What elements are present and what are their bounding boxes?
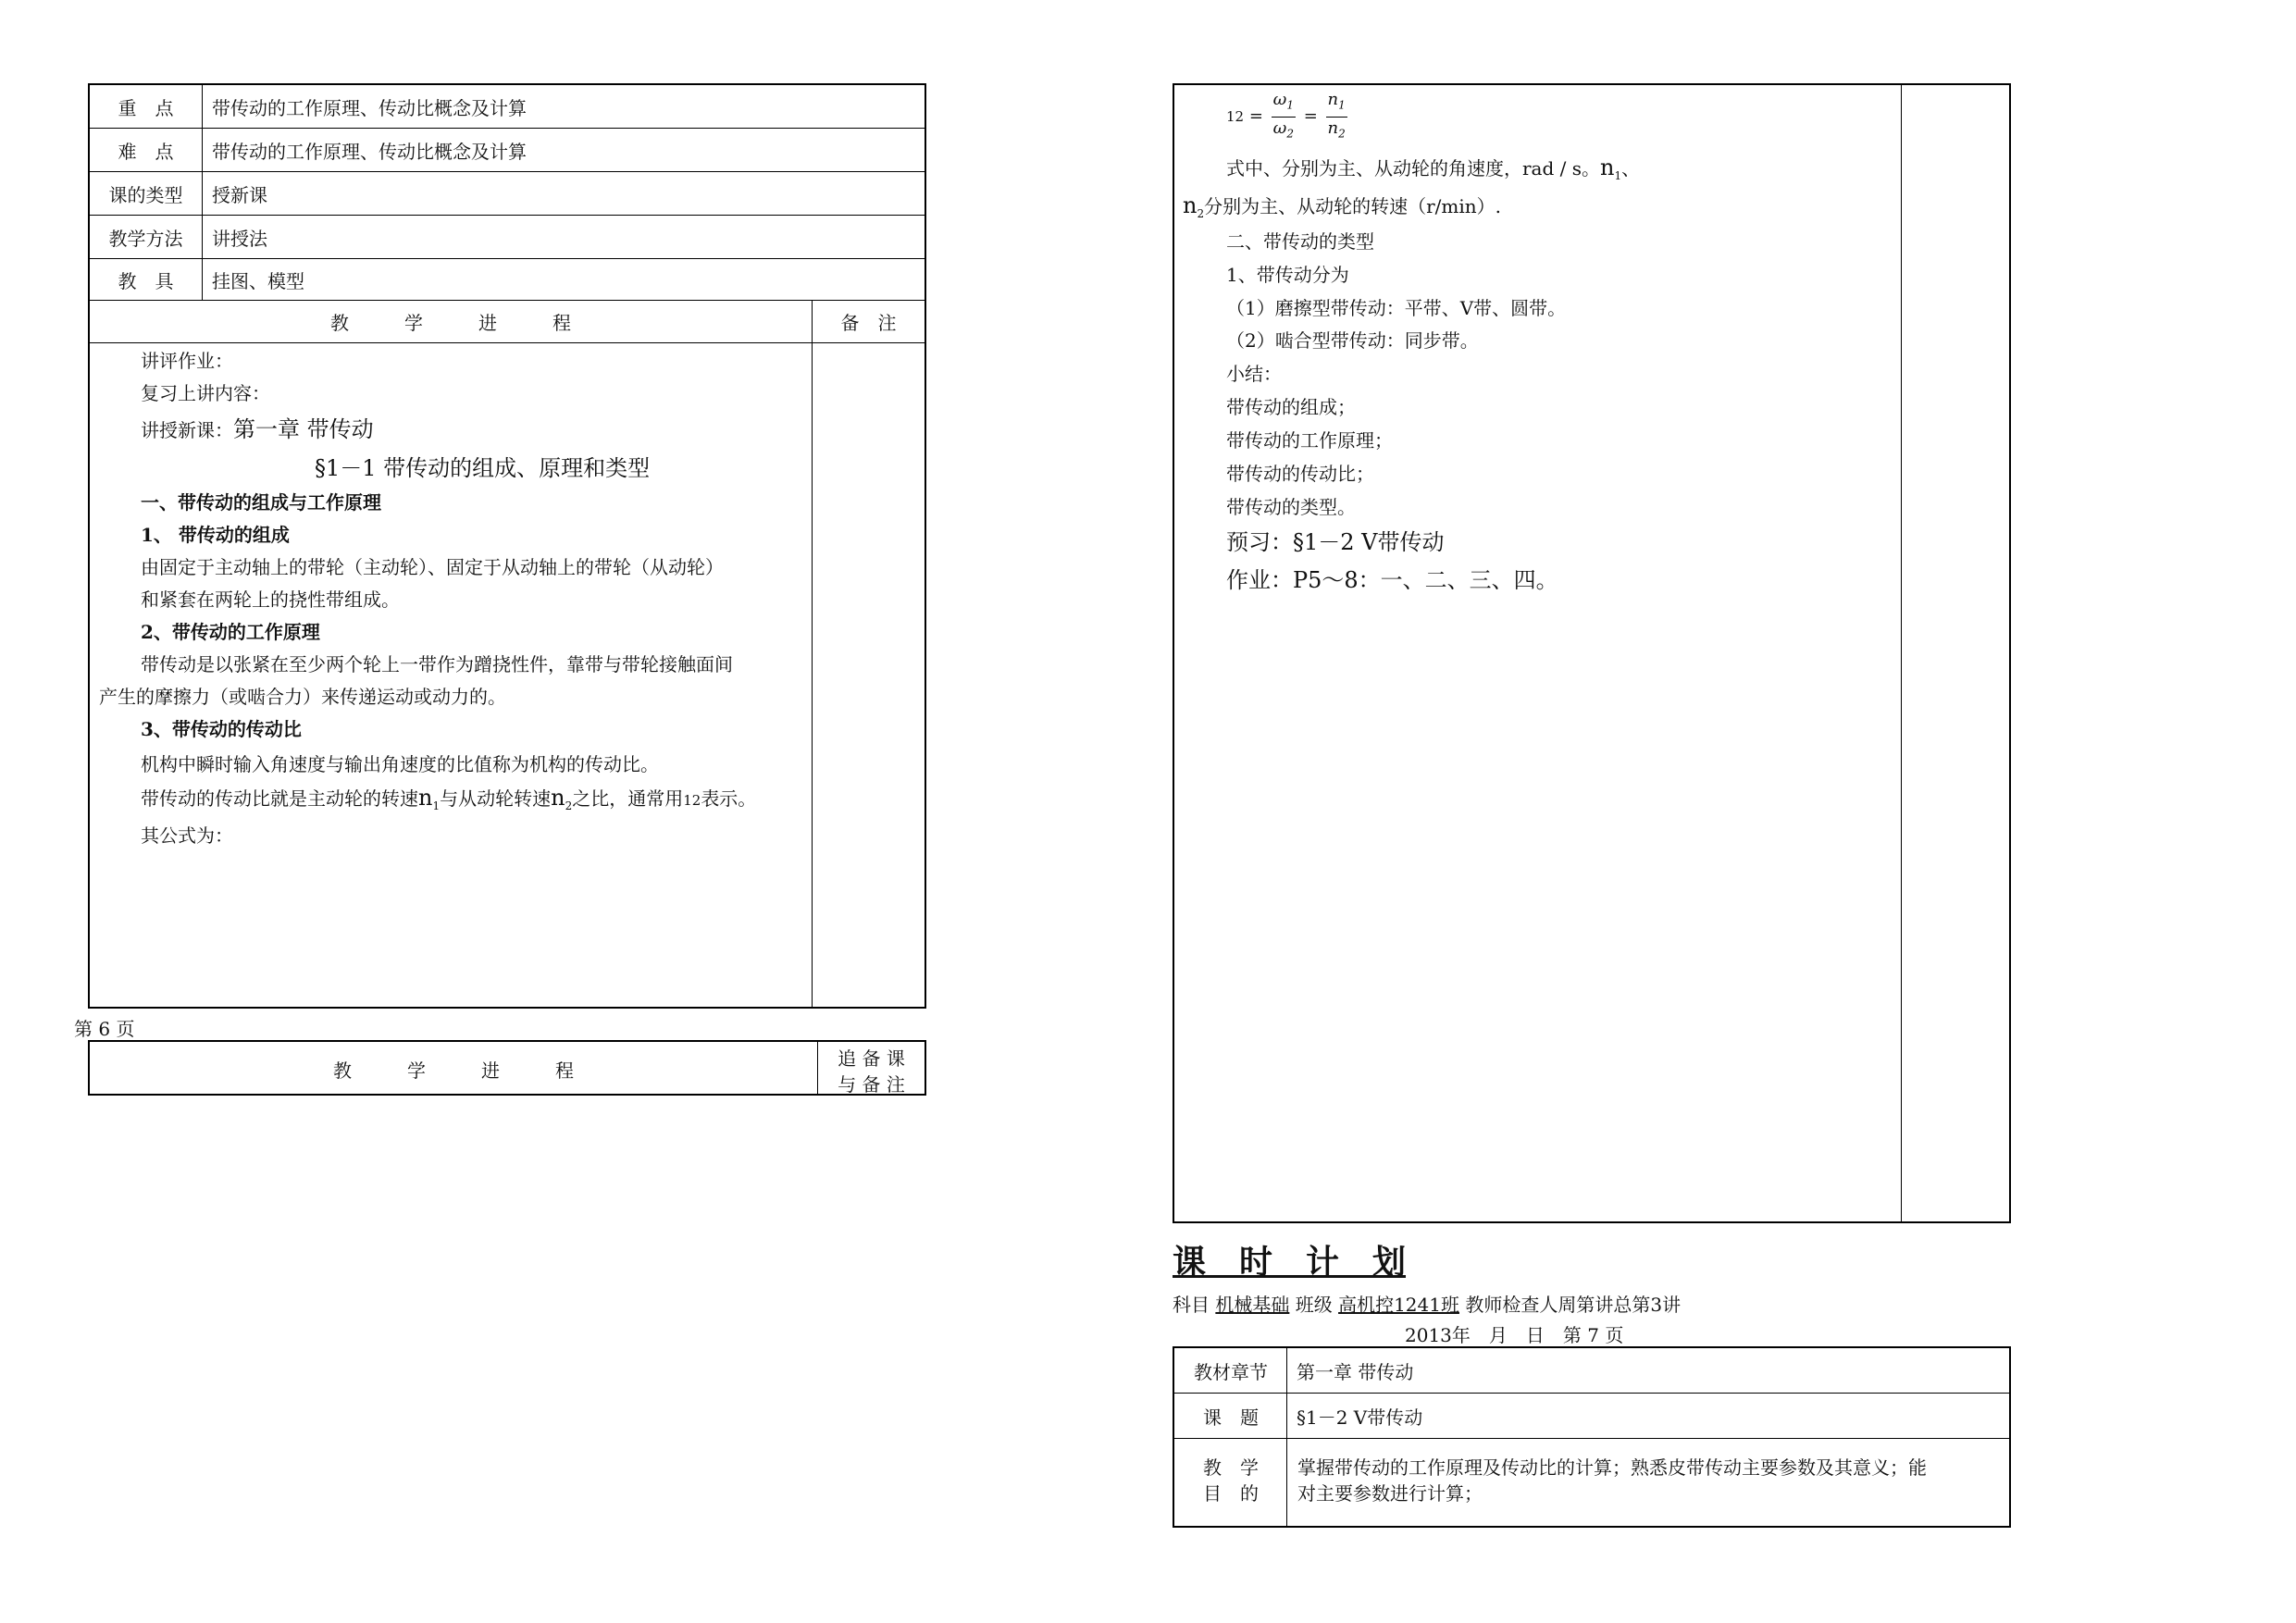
info-row-difficulty [90,129,925,171]
homework-line: 作业：P5～8：一、二、三、四。 [1226,567,1558,593]
subscript: 2 [565,799,573,812]
body-line: 其公式为： [141,824,233,847]
subscript: 1 [1614,169,1622,182]
body-line: 小结： [1226,363,1282,385]
info-value: 挂图、模型 [212,269,304,292]
subscript: 2 [1286,127,1294,141]
equals-sign: = [1248,106,1263,127]
symbol: n [1600,155,1615,180]
plan-purpose-line2: 对主要参数进行计算； [1297,1482,1483,1505]
plan-row-chapter [1174,1348,2009,1393]
plan-meta-line [1173,1290,1681,1317]
body-line: 机构中瞬时输入角速度与输出角速度的比值称为机构的传动比。 [141,753,659,775]
subscript: 1 [432,799,441,812]
page-number: 第 6 页 [74,1018,135,1040]
fraction-omega [1272,89,1296,144]
body-text: 与从动轮转速 [440,787,552,810]
plan-label: 课 题 [1203,1406,1259,1429]
process-header: 教 学 进 程 [330,312,571,334]
equals-sign: = [1303,106,1318,127]
bottom-process-header: 教 学 进 程 [333,1059,574,1082]
info-value: 带传动的工作原理、传动比概念及计算 [212,96,527,119]
remarks-header: 备 注 [840,312,897,334]
info-row-method [90,216,925,258]
body-text: 讲授新课： [141,419,233,441]
plan-purpose-line1: 掌握带传动的工作原理及传动比的计算；熟悉皮带传动主要参数及其意义；能 [1297,1456,1927,1479]
plan-value: 第一章 带传动 [1297,1360,1414,1383]
symbol: n [418,785,433,811]
body-line: 复习上讲内容： [141,382,270,404]
omega-2: ω [1272,118,1287,138]
subject-label: 科目 [1173,1294,1210,1316]
body-line: 带传动的工作原理； [1226,429,1393,452]
heading: 一、带传动的组成与工作原理 [141,491,381,514]
fraction-n [1326,89,1347,144]
subscript: 2 [1338,127,1346,141]
plan-row-topic [1174,1394,2009,1438]
plan-label-purpose-1: 教 学 [1203,1456,1259,1479]
info-row-aids [90,259,925,300]
body-line: 带传动的组成； [1226,396,1356,418]
body-line [141,411,374,443]
subject-value: 机械基础 [1215,1294,1290,1316]
body-line [1183,192,1501,220]
info-label: 教学方法 [90,216,203,258]
body-text: 带传动的传动比就是主动轮的转速 [141,787,418,810]
date-line: 2013年 月 日 第 7 页 [1405,1324,1624,1346]
body-line: 产生的摩擦力（或啮合力）来传递运动或动力的。 [99,686,506,708]
body-line: 由固定于主动轴上的带轮（主动轮）、固定于从动轴上的带轮（从动轮） [141,556,724,578]
section-title-text: §1－1 带传动的组成、原理和类型 [315,455,651,481]
info-value: 带传动的工作原理、传动比概念及计算 [212,140,527,163]
chapter-title: 第一章 带传动 [233,416,374,442]
body-line: 和紧套在两轮上的挠性带组成。 [141,588,400,611]
body-line: 讲评作业： [141,350,233,372]
body-line [141,784,756,812]
heading: 2、带传动的工作原理 [141,621,320,643]
lesson-plan-title: 课 时 计 划 [1173,1243,1407,1282]
subscript: 1 [1338,98,1346,112]
n-2: n [1327,118,1339,138]
heading: 1、 带传动的组成 [141,524,290,546]
body-line: 带传动的传动比； [1226,463,1374,485]
bottom-remark-line2: 与 备 注 [838,1073,905,1096]
class-label: 班级 [1295,1294,1333,1316]
info-label: 教 具 [90,259,203,300]
info-label: 课的类型 [90,172,203,215]
heading: 3、带传动的传动比 [141,718,302,740]
body-text: 表示。 [701,787,757,810]
body-line: 二、带传动的类型 [1226,230,1374,253]
info-value: 授新课 [212,183,267,206]
body-line: 带传动是以张紧在至少两个轮上一带作为蹭挠性件，靠带与带轮接触面间 [141,653,733,675]
body-line [1226,154,1640,182]
subscript: 1 [1286,98,1294,112]
subscript: 2 [1197,207,1205,220]
body-line: （1）磨擦型带传动：平带、V带、圆带。 [1226,297,1567,319]
n-1: n [1327,90,1339,109]
info-row-key-point [90,85,925,128]
right-lesson-table [1173,83,2011,1223]
info-value: 讲授法 [212,227,267,250]
bottom-remark-line1: 追 备 课 [838,1047,905,1070]
body-text: 之比，通常用 [572,787,684,810]
body-text: 、 [1621,157,1641,180]
plan-value: §1－2 V带传动 [1297,1406,1423,1429]
info-label: 重 点 [90,85,203,128]
symbol: n [1183,192,1198,218]
symbol: 12 [683,792,701,809]
omega-1: ω [1272,90,1287,109]
body-line: 带传动的类型。 [1226,496,1356,518]
symbol: n [551,785,565,811]
plan-label: 教材章节 [1194,1360,1268,1383]
body-line: 1、带传动分为 [1226,264,1349,286]
meta-rest: 教师检查人周第讲总第3讲 [1465,1294,1682,1316]
section-title [315,450,650,482]
plan-label-purpose-2: 目 的 [1203,1482,1259,1505]
preview-line: 预习：§1－2 V带传动 [1226,529,1445,555]
body-text: 分别为主、从动轮的转速（r/min）. [1204,195,1502,217]
body-line: （2）啮合型带传动：同步带。 [1226,329,1479,352]
info-row-lesson-type [90,172,925,215]
info-label: 难 点 [90,129,203,171]
ratio-formula [1226,89,1350,144]
class-value: 高机控1241班 [1338,1294,1459,1316]
body-text: 式中、分别为主、从动轮的角速度，rad / s。 [1226,157,1601,180]
formula-lhs: 12 [1226,108,1245,126]
